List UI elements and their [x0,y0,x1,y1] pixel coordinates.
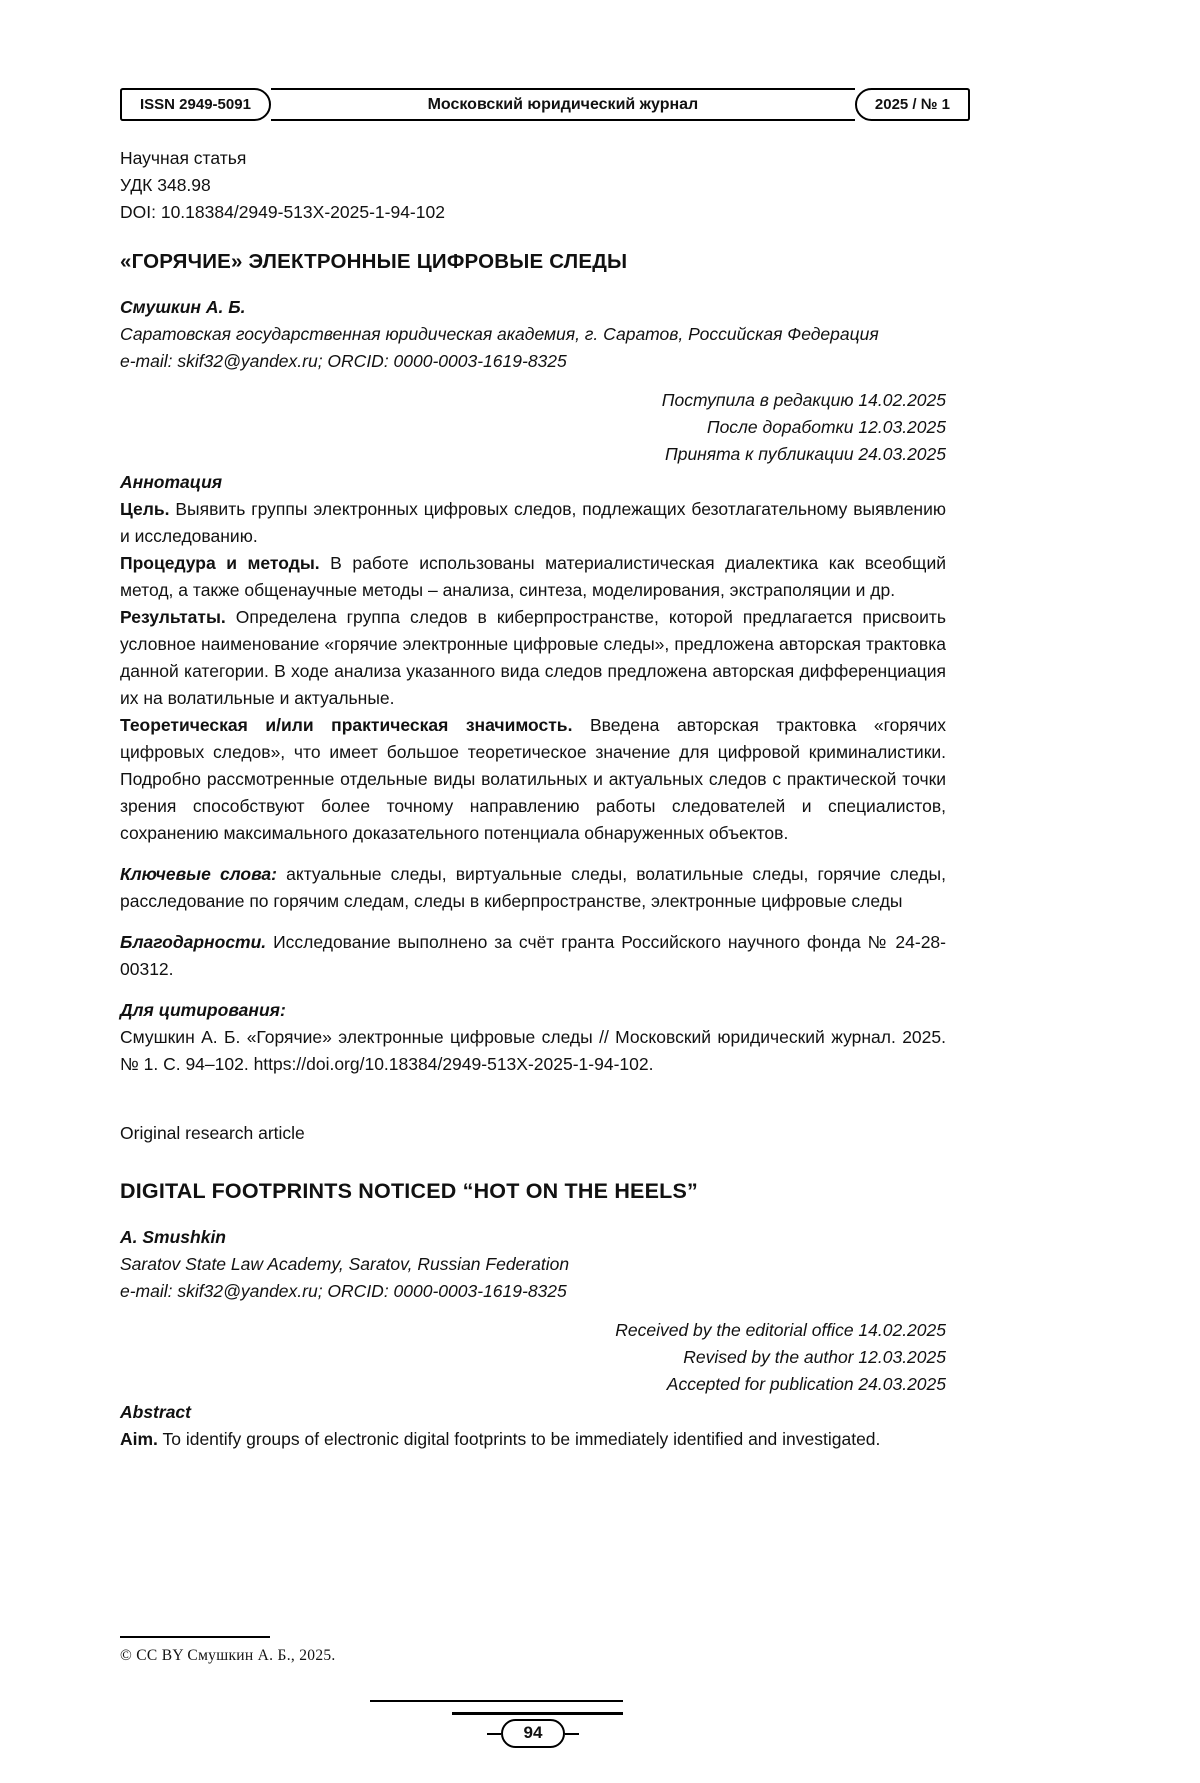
en-date-accepted: Accepted for publication 24.03.2025 [666,1374,946,1394]
ru-annotation-heading: Аннотация [120,472,223,492]
citation-label: Для цитирования: [120,1000,286,1020]
ru-author-name: Смушкин А. Б. [120,297,246,317]
en-article-type: Original research article [120,1123,305,1143]
issn-badge [120,88,271,121]
article-content [120,88,950,1453]
page-number-row [120,1719,946,1748]
issue-badge [855,88,970,121]
en-date-revised: Revised by the author 12.03.2025 [683,1347,946,1367]
ru-abstract-methods [120,550,946,604]
acknowledgements-label: Благодарности. [120,932,267,952]
footnote [120,1636,946,1665]
journal-name: Московский юридический журнал [427,95,699,113]
en-dates [120,1317,946,1398]
en-abstract-aim [120,1426,946,1453]
ru-abstract-results [120,604,946,712]
page-number-line-left [487,1733,501,1735]
para-lead: Результаты. [120,607,226,627]
keywords-label: Ключевые слова: [120,864,277,884]
en-author-name: A. Smushkin [120,1227,226,1247]
para-text: To identify groups of electronic digital footprints to be immediately identified and investigated. [157,1429,881,1449]
en-affiliation: Saratov State Law Academy, Saratov, Russian Federation [120,1254,570,1274]
acknowledgements-text: Исследование выполнено за счёт гранта Российского научного фонда № 24-28-00312. [120,932,946,979]
en-email: e-mail: skif32@yandex.ru; ORCID: 0000-0003-1619-8325 [120,1281,567,1301]
para-text: Введена авторская трактовка «горячих цифровых следов», что имеет большое теоретическое значение для цифровой криминалистики. Подробно рассмотренные отдельные виды волатильных и актуальных следов с практической точки зрения способствуют более точному направлению работы следователей и специалистов, сохранению максимального доказательного потенциала обнаруженных объектов. [120,715,946,843]
para-text: Определена группа следов в киберпространстве, которой предлагается присвоить условное наименование «горячие электронные цифровые следы», предложена авторская трактовка данной категории. В ходе анализа указанного вида следов предложена авторская дифференциация их на волатильные и актуальные. [120,607,946,708]
article-meta [120,145,946,226]
en-date-received: Received by the editorial office 14.02.2025 [615,1320,946,1340]
ru-date-accepted: Принята к публикации 24.03.2025 [665,444,946,464]
ru-date-revised: После доработки 12.03.2025 [706,417,946,437]
ru-keywords [120,861,946,915]
para-text: В работе использованы материалистическая диалектика как всеобщий метод, а также общенаучные методы – анализа, синтеза, моделирования, экстраполяции и др. [120,553,946,600]
ru-email: e-mail: skif32@yandex.ru; ORCID: 0000-0003-1619-8325 [120,351,567,371]
ru-title: «ГОРЯЧИЕ» ЭЛЕКТРОННЫЕ ЦИФРОВЫЕ СЛЕДЫ [120,250,628,273]
journal-name-band [271,88,855,121]
citation-text: Смушкин А. Б. «Горячие» электронные цифровые следы // Московский юридический журнал. 2025. № 1. С. 94–102. https://doi.org/10.18384/2949-513X-2025-1-94-102. [120,1027,946,1074]
footer-rule-long [370,1700,623,1702]
journal-header [120,88,970,121]
en-abstract-heading: Abstract [120,1402,191,1422]
ru-dates [120,387,946,468]
para-lead: Цель. [120,499,170,519]
ru-abstract-significance [120,712,946,847]
article-type-ru: Научная статья [120,148,247,168]
en-title: DIGITAL FOOTPRINTS NOTICED “HOT ON THE HEELS” [120,1179,698,1203]
para-text: Выявить группы электронных цифровых следов, подлежащих безотлагательному выявлению и исследованию. [120,499,946,546]
issn-text: ISSN 2949-5091 [140,96,251,113]
udk: УДК 348.98 [120,175,211,195]
doi: DOI: 10.18384/2949-513X-2025-1-94-102 [120,202,445,222]
footer-rule-short [452,1712,623,1715]
page-number: 94 [501,1719,566,1748]
ru-author-block [120,294,946,375]
en-author-block [120,1224,946,1305]
ru-date-received: Поступила в редакцию 14.02.2025 [661,390,946,410]
keywords-text: актуальные следы, виртуальные следы, волатильные следы, горячие следы, расследование по горячим следам, следы в киберпространстве, электронные цифровые следы [120,864,946,911]
page-number-line-right [565,1733,579,1735]
ru-abstract-aim [120,496,946,550]
footnote-rule [120,1636,270,1638]
issue-text: 2025 / № 1 [874,96,950,113]
ru-acknowledgements [120,929,946,983]
para-lead: Процедура и методы. [120,553,320,573]
para-lead: Aim. [120,1429,158,1449]
copyright-notice: © CC BY Смушкин А. Б., 2025. [120,1647,336,1664]
ru-affiliation: Саратовская государственная юридическая академия, г. Саратов, Российская Федерация [120,324,879,344]
para-lead: Теоретическая и/или практическая значимость. [120,715,573,735]
